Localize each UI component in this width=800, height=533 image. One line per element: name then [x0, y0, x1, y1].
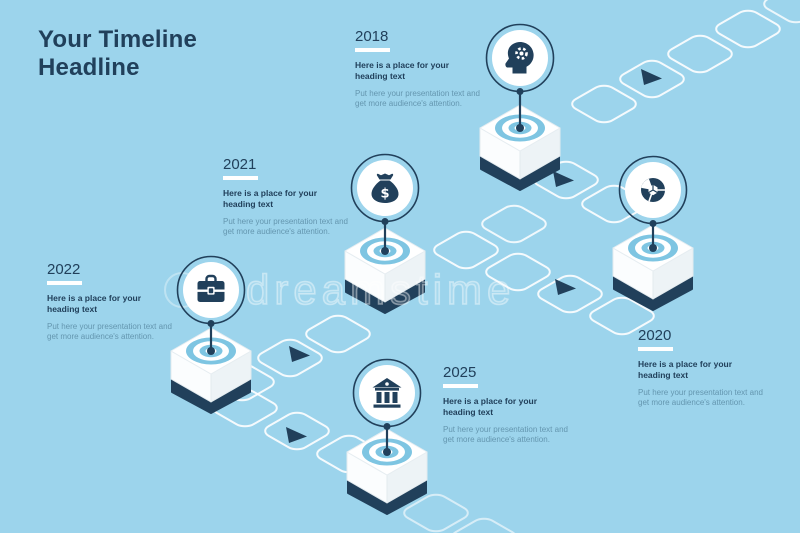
path-tile: [533, 273, 607, 315]
path-tile: [260, 410, 334, 452]
path-tile: [567, 83, 641, 125]
pin-dot: [381, 247, 389, 255]
entry-body: Put here your presentation text and get more audience's attention.: [638, 388, 763, 407]
direction-arrow-icon: [641, 69, 662, 85]
direction-arrow-icon: [289, 346, 310, 362]
entry-body: Put here your presentation text and get more audience's attention.: [355, 89, 480, 108]
path-tile: [481, 251, 555, 293]
direction-arrow-icon: [286, 427, 307, 443]
timeline-node-2018: [480, 25, 560, 191]
direction-arrow-icon: [553, 171, 574, 187]
entry-year: 2021: [223, 156, 257, 173]
entry-year: 2025: [443, 364, 477, 381]
pin-dot: [649, 244, 657, 252]
timeline-node-2022: [171, 257, 251, 414]
entry-accent-bar: [223, 176, 258, 180]
entry-heading: Here is a place for your heading text: [47, 293, 142, 314]
entry-accent-bar: [638, 347, 673, 351]
entry-body: Put here your presentation text and get more audience's attention.: [443, 425, 568, 444]
path-tile: [759, 0, 800, 25]
entry-year: 2018: [355, 28, 389, 45]
path-tile: [447, 516, 521, 533]
entry-accent-bar: [47, 281, 82, 285]
entry-heading: Here is a place for your heading text: [443, 396, 538, 417]
entry-heading: Here is a place for your heading text: [223, 188, 318, 209]
entry-year: 2022: [47, 261, 81, 278]
pin-dot: [383, 448, 391, 456]
page-title-line1: Your Timeline: [38, 26, 198, 53]
timeline-entry-2021: [223, 156, 349, 237]
pin-dot: [207, 347, 215, 355]
path-tiles: [165, 0, 800, 533]
entry-accent-bar: [355, 48, 390, 52]
entry-heading: Here is a place for your heading text: [638, 359, 733, 380]
page-title-line2: Headline: [38, 54, 140, 81]
entry-heading: Here is a place for your heading text: [355, 60, 450, 81]
entry-year: 2020: [638, 327, 672, 344]
timeline-entry-2025: [443, 364, 569, 445]
timeline-node-2025: [347, 360, 427, 515]
pin-dot: [516, 124, 524, 132]
svg-text:$: $: [380, 186, 390, 202]
path-tile: [663, 33, 737, 75]
page-title: [38, 26, 197, 82]
timeline-entry-2020: [638, 327, 764, 408]
path-tile: [477, 203, 551, 245]
entry-accent-bar: [443, 384, 478, 388]
direction-arrow-icon: [555, 279, 576, 295]
timeline-node-2020: [613, 157, 693, 311]
entry-body: Put here your presentation text and get more audience's attention.: [47, 322, 172, 341]
entry-body: Put here your presentation text and get more audience's attention.: [223, 217, 348, 236]
path-tile: [711, 8, 785, 50]
pie-chart-icon: [641, 178, 665, 202]
timeline-node-2021: [345, 155, 425, 314]
timeline-entry-2018: [355, 28, 481, 109]
timeline-entry-2022: [47, 261, 173, 342]
path-tile: [429, 229, 503, 271]
